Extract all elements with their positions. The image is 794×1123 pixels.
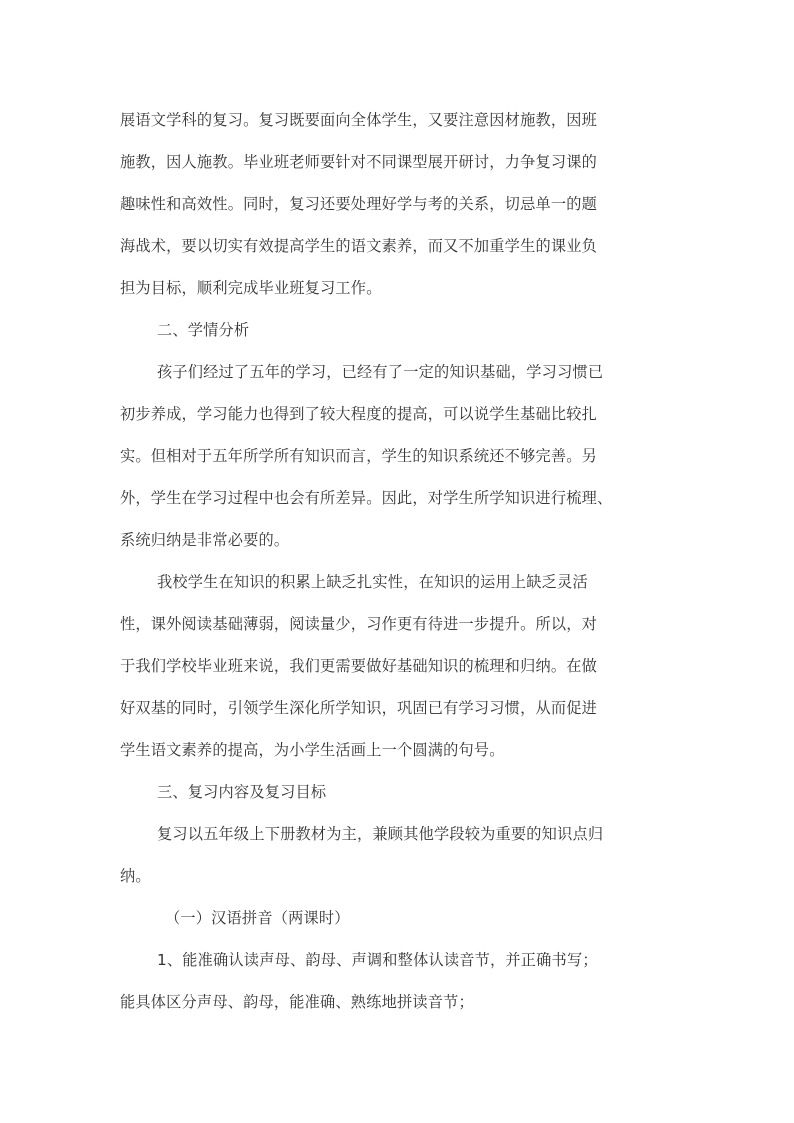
paragraph-line: 系统归纳是非常必要的。 bbox=[120, 531, 290, 549]
section-heading-learning-analysis: 二、学情分析 bbox=[157, 321, 250, 339]
paragraph-line: 初步养成，学习能力也得到了较大程度的提高，可以说学生基础比较扎 bbox=[120, 405, 598, 423]
paragraph-line: 趣味性和高效性。同时，复习还要处理好学与考的关系，切忌单一的题 bbox=[120, 195, 598, 213]
paragraph-line: 担为目标，顺利完成毕业班复习工作。 bbox=[120, 279, 382, 297]
paragraph-line: 实。但相对于五年所学所有知识而言，学生的知识系统还不够完善。另 bbox=[120, 447, 598, 465]
paragraph-line: 外，学生在学习过程中也会有所差异。因此，对学生所学知识进行梳理、 bbox=[120, 489, 613, 507]
paragraph-line: 海战术，要以切实有效提高学生的语文素养，而又不加重学生的课业负 bbox=[120, 237, 598, 255]
paragraph-line: 学生语文素养的提高，为小学生活画上一个圆满的句号。 bbox=[120, 741, 505, 759]
paragraph-line: 纳。 bbox=[120, 867, 151, 885]
list-item-line: 1、能准确认读声母、韵母、声调和整体认读音节，并正确书写； bbox=[157, 951, 598, 969]
paragraph-line: 复习以五年级上下册教材为主，兼顾其他学段较为重要的知识点归 bbox=[157, 825, 604, 843]
paragraph-line: 施教，因人施教。毕业班老师要针对不同课型展开研讨，力争复习课的 bbox=[120, 153, 598, 171]
paragraph-line: 于我们学校毕业班来说，我们更需要做好基础知识的梳理和归纳。在做 bbox=[120, 657, 598, 675]
paragraph-line: 性，课外阅读基础薄弱，阅读量少，习作更有待进一步提升。所以，对 bbox=[120, 615, 598, 633]
section-heading-review-content: 三、复习内容及复习目标 bbox=[157, 783, 327, 801]
list-item-line: 能具体区分声母、韵母，能准确、熟练地拼读音节； bbox=[120, 993, 474, 1011]
subsection-heading-pinyin: （一）汉语拼音（两课时） bbox=[165, 909, 350, 927]
paragraph-line: 我校学生在知识的积累上缺乏扎实性，在知识的运用上缺乏灵活 bbox=[157, 573, 588, 591]
paragraph-line: 孩子们经过了五年的学习，已经有了一定的知识基础，学习习惯已 bbox=[157, 363, 604, 381]
paragraph-line: 好双基的同时，引领学生深化所学知识，巩固已有学习习惯，从而促进 bbox=[120, 699, 598, 717]
paragraph-line: 展语文学科的复习。复习既要面向全体学生，又要注意因材施教，因班 bbox=[120, 111, 598, 129]
